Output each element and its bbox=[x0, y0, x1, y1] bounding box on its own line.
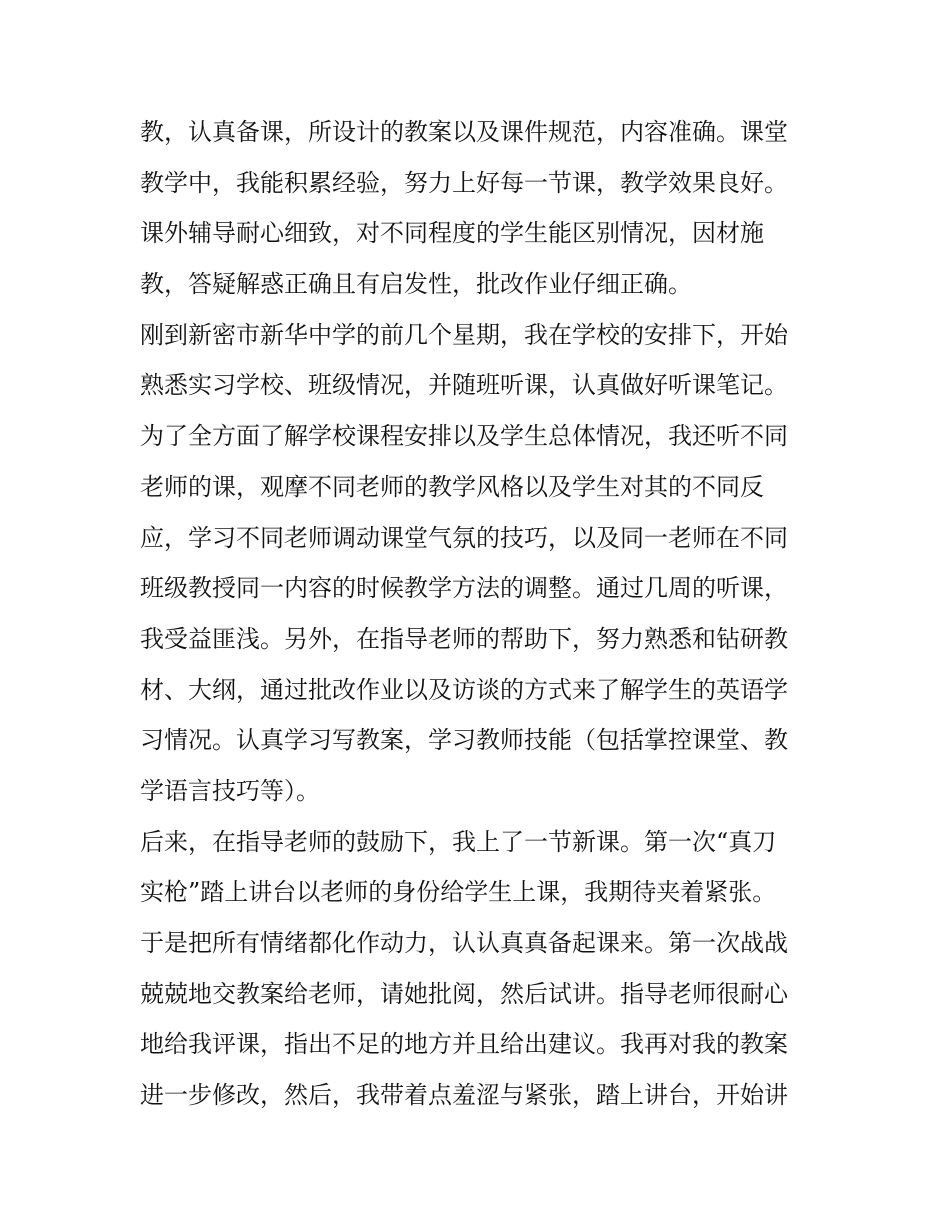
text-line: 教，答疑解惑正确且有启发性，批改作业仔细正确。 bbox=[140, 270, 692, 299]
text-line: 进一步修改，然后，我带着点羞涩与紧张，踏上讲台，开始讲 bbox=[140, 1081, 788, 1110]
text-line: 材、大纲，通过批改作业以及访谈的方式来了解学生的英语学 bbox=[140, 675, 788, 704]
text-line: 老师的课，观摩不同老师的教学风格以及学生对其的不同反 bbox=[140, 472, 764, 501]
text-line: 教学中，我能积累经验，努力上好每一节课，教学效果良好。 bbox=[140, 168, 788, 197]
text-line: 我受益匪浅。另外，在指导老师的帮助下，努力熟悉和钻研教 bbox=[140, 624, 788, 653]
text-line: 应，学习不同老师调动课堂气氛的技巧，以及同一老师在不同 bbox=[140, 523, 788, 552]
text-line: 地给我评课，指出不足的地方并且给出建议。我再对我的教案 bbox=[140, 1030, 788, 1059]
text-line: 于是把所有情绪都化作动力，认认真真备起课来。第一次战战 bbox=[140, 929, 788, 957]
text-line: 刚到新密市新华中学的前几个星期，我在学校的安排下，开始 bbox=[140, 320, 788, 349]
text-line: 为了全方面了解学校课程安排以及学生总体情况，我还听不同 bbox=[140, 422, 788, 451]
text-line: 班级教授同一内容的时候教学方法的调整。通过几周的听课， bbox=[140, 574, 788, 603]
body-text bbox=[140, 107, 820, 1121]
text-line: 课外辅导耐心细致，对不同程度的学生能区别情况，因材施 bbox=[140, 219, 764, 248]
text-line: 教，认真备课，所设计的教案以及课件规范，内容准确。课堂 bbox=[140, 118, 788, 146]
text-line: 后来，在指导老师的鼓励下，我上了一节新课。第一次“真刀 bbox=[140, 827, 777, 856]
text-line: 习情况。认真学习写教案，学习教师技能（包括掌控课堂、教 bbox=[140, 726, 788, 755]
text-line: 学语言技巧等）。 bbox=[140, 776, 320, 805]
text-line: 熟悉实习学校、班级情况，并随班听课，认真做好听课笔记。 bbox=[140, 371, 788, 400]
text-line: 兢兢地交教案给老师，请她批阅，然后试讲。指导老师很耐心 bbox=[140, 979, 788, 1008]
text-line: 实枪”踏上讲台以老师的身份给学生上课，我期待夹着紧张。 bbox=[140, 878, 777, 907]
